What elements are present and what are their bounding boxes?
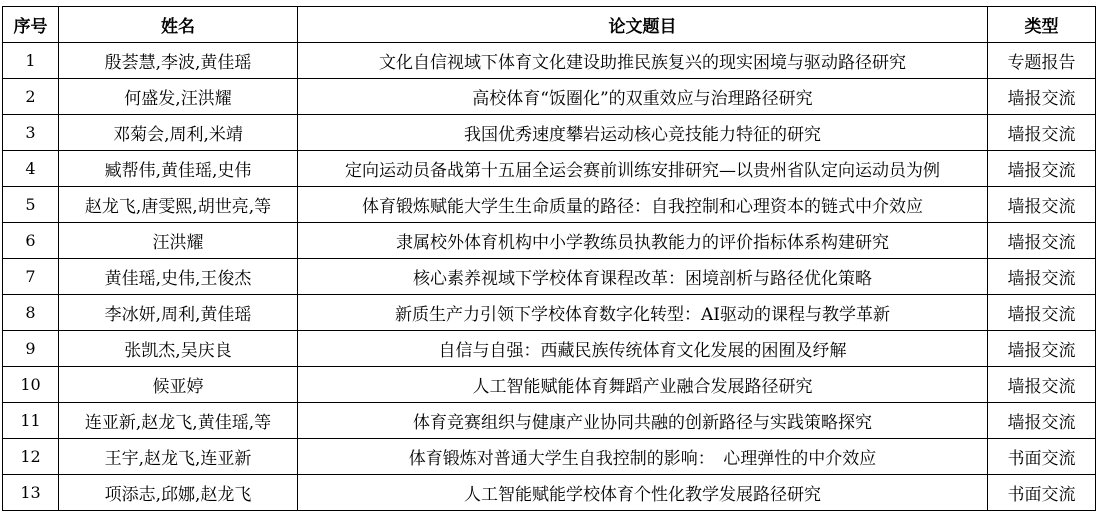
cell-type: 墙报交流 <box>988 295 1096 331</box>
header-type: 类型 <box>988 7 1096 43</box>
cell-type: 书面交流 <box>988 475 1096 511</box>
cell-no: 10 <box>3 367 59 403</box>
cell-name: 何盛发,汪洪耀 <box>59 79 298 115</box>
papers-table <box>2 6 1096 511</box>
cell-no: 3 <box>3 115 59 151</box>
cell-no: 1 <box>3 43 59 79</box>
cell-type: 墙报交流 <box>988 367 1096 403</box>
table-row <box>3 151 1096 187</box>
cell-type: 墙报交流 <box>988 187 1096 223</box>
cell-name: 王宇,赵龙飞,连亚新 <box>59 439 298 475</box>
cell-no: 8 <box>3 295 59 331</box>
cell-name: 黄佳瑶,史伟,王俊杰 <box>59 259 298 295</box>
cell-title: 我国优秀速度攀岩运动核心竞技能力特征的研究 <box>298 115 988 151</box>
cell-name: 汪洪耀 <box>59 223 298 259</box>
cell-title: 人工智能赋能学校体育个性化教学发展路径研究 <box>298 475 988 511</box>
table-row <box>3 79 1096 115</box>
table-row <box>3 43 1096 79</box>
cell-title: 体育锻炼对普通大学生自我控制的影响： 心理弹性的中介效应 <box>298 439 988 475</box>
table-header-row <box>3 7 1096 43</box>
cell-no: 7 <box>3 259 59 295</box>
cell-type: 墙报交流 <box>988 151 1096 187</box>
cell-type: 墙报交流 <box>988 331 1096 367</box>
table-row <box>3 331 1096 367</box>
cell-title: 新质生产力引领下学校体育数字化转型：AI驱动的课程与教学革新 <box>298 295 988 331</box>
table-row <box>3 475 1096 511</box>
cell-name: 殷荟慧,李波,黄佳瑶 <box>59 43 298 79</box>
cell-no: 13 <box>3 475 59 511</box>
header-title: 论文题目 <box>298 7 988 43</box>
cell-title: 文化自信视域下体育文化建设助推民族复兴的现实困境与驱动路径研究 <box>298 43 988 79</box>
cell-type: 墙报交流 <box>988 259 1096 295</box>
cell-no: 12 <box>3 439 59 475</box>
table-row <box>3 187 1096 223</box>
cell-no: 6 <box>3 223 59 259</box>
cell-title: 人工智能赋能体育舞蹈产业融合发展路径研究 <box>298 367 988 403</box>
header-name: 姓名 <box>59 7 298 43</box>
cell-type: 书面交流 <box>988 439 1096 475</box>
cell-title: 核心素养视域下学校体育课程改革：困境剖析与路径优化策略 <box>298 259 988 295</box>
cell-name: 连亚新,赵龙飞,黄佳瑶,等 <box>59 403 298 439</box>
table-row <box>3 115 1096 151</box>
cell-no: 9 <box>3 331 59 367</box>
cell-no: 5 <box>3 187 59 223</box>
cell-title: 自信与自强：西藏民族传统体育文化发展的困囿及纾解 <box>298 331 988 367</box>
cell-title: 隶属校外体育机构中小学教练员执教能力的评价指标体系构建研究 <box>298 223 988 259</box>
cell-type: 墙报交流 <box>988 403 1096 439</box>
cell-name: 项添志,邱娜,赵龙飞 <box>59 475 298 511</box>
cell-type: 专题报告 <box>988 43 1096 79</box>
cell-name: 李冰妍,周利,黄佳瑶 <box>59 295 298 331</box>
cell-type: 墙报交流 <box>988 223 1096 259</box>
table-row <box>3 295 1096 331</box>
cell-no: 2 <box>3 79 59 115</box>
cell-name: 邓菊会,周利,米靖 <box>59 115 298 151</box>
table-row <box>3 367 1096 403</box>
cell-title: 定向运动员备战第十五届全运会赛前训练安排研究—以贵州省队定向运动员为例 <box>298 151 988 187</box>
cell-type: 墙报交流 <box>988 115 1096 151</box>
cell-name: 赵龙飞,唐雯熙,胡世亮,等 <box>59 187 298 223</box>
cell-title: 体育竞赛组织与健康产业协同共融的创新路径与实践策略探究 <box>298 403 988 439</box>
cell-name: 臧帮伟,黄佳瑶,史伟 <box>59 151 298 187</box>
table-row <box>3 223 1096 259</box>
table-row <box>3 439 1096 475</box>
table-row <box>3 403 1096 439</box>
table-row <box>3 259 1096 295</box>
cell-no: 4 <box>3 151 59 187</box>
header-no: 序号 <box>3 7 59 43</box>
cell-no: 11 <box>3 403 59 439</box>
cell-title: 高校体育“饭圈化”的双重效应与治理路径研究 <box>298 79 988 115</box>
cell-name: 候亚婷 <box>59 367 298 403</box>
cell-title: 体育锻炼赋能大学生生命质量的路径：自我控制和心理资本的链式中介效应 <box>298 187 988 223</box>
cell-name: 张凯杰,吴庆良 <box>59 331 298 367</box>
cell-type: 墙报交流 <box>988 79 1096 115</box>
